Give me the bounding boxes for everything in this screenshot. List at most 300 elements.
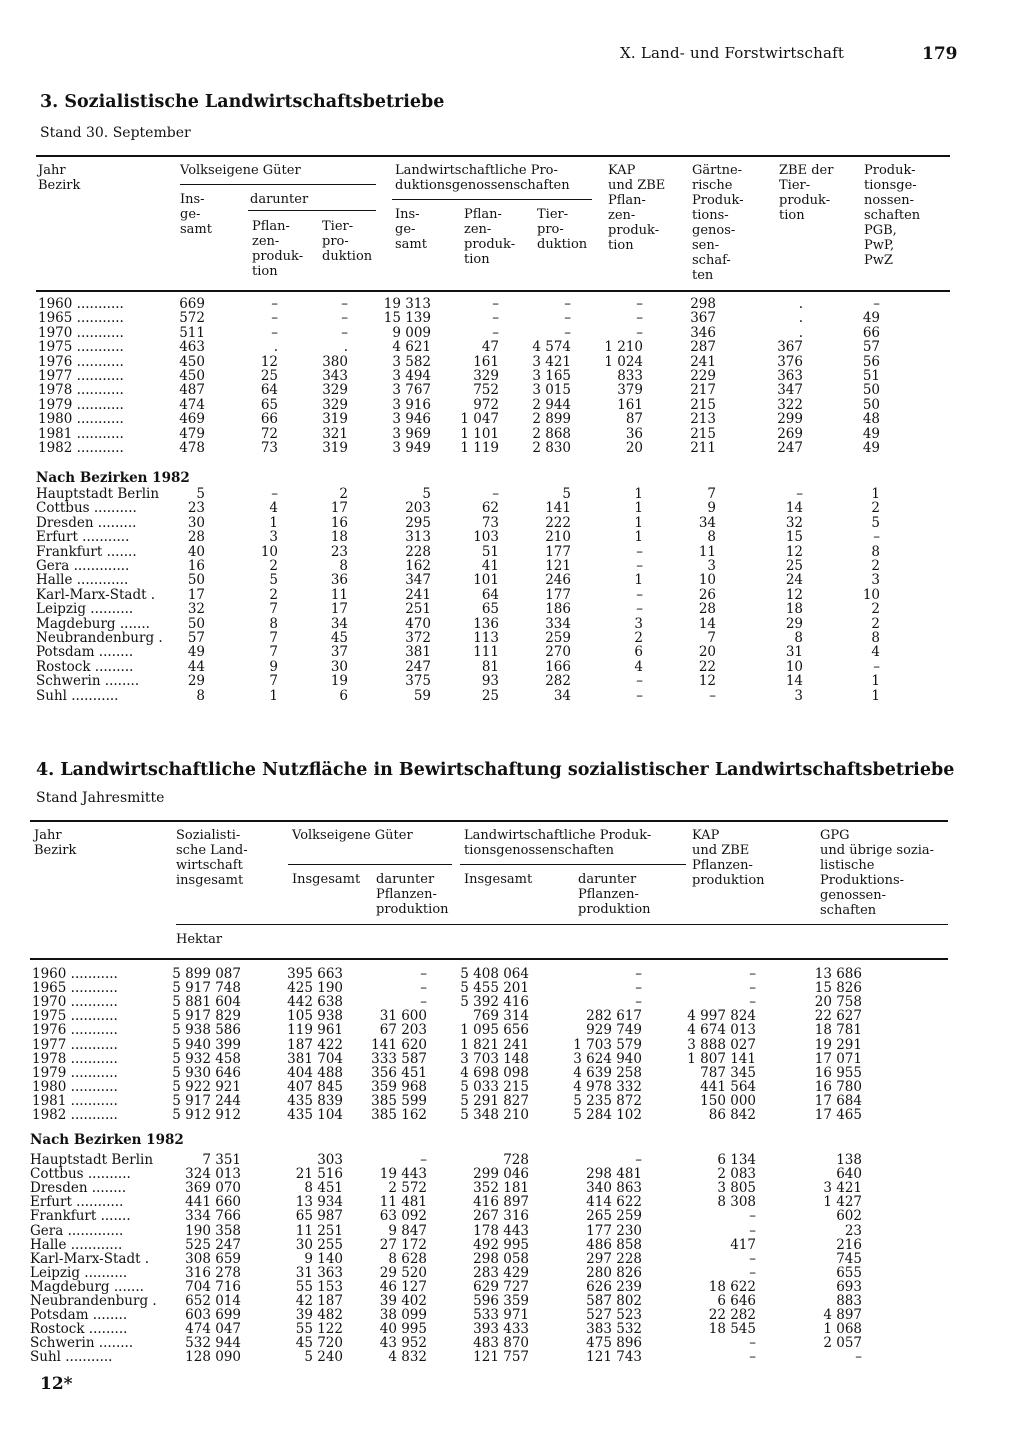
t3-year-cell: . <box>798 310 803 327</box>
t4-district-cell: 324 013 <box>185 1166 241 1183</box>
t3-district-cell: 1 <box>871 673 880 690</box>
t4-year-cell: 5 284 102 <box>573 1107 642 1123</box>
t3-district-cell: 12 <box>785 586 803 603</box>
table3-title: 3. Sozialistische Landwirtschaftsbetriebe <box>40 92 445 112</box>
t3-district-cell: 10 <box>862 586 880 603</box>
t3-district-cell: 26 <box>698 586 716 603</box>
t4-district-cell: 340 863 <box>586 1180 642 1197</box>
t4-district-cell: 4 832 <box>388 1349 427 1366</box>
t3-head-zbe: ZBE der Tier- produk- tion <box>779 163 834 223</box>
t4-district-cell: 352 181 <box>473 1180 529 1197</box>
t3-district-cell: 141 <box>545 500 571 517</box>
t4-district-cell: 303 <box>317 1152 343 1168</box>
t3-year-cell: 3 582 <box>392 353 431 370</box>
t3-district-row-label: Dresden ......... <box>36 514 137 531</box>
t4-year-cell: 395 663 <box>287 966 343 982</box>
t3-district-cell: 1 <box>269 687 278 704</box>
t4-year-cell: 5 235 872 <box>573 1092 642 1109</box>
t4-year-cell: 187 422 <box>287 1036 343 1053</box>
t3-year-cell: 269 <box>777 425 803 442</box>
t3-district-cell: 81 <box>481 658 499 675</box>
t4-year-cell: 929 749 <box>586 1022 642 1039</box>
t4-district-cell: 704 716 <box>185 1278 241 1295</box>
t3-district-cell: – <box>636 687 643 704</box>
t3-head-lpg-ins: Ins- ge- samt <box>395 207 427 252</box>
t3-year-cell: 72 <box>260 425 278 442</box>
t3-district-cell: 2 <box>269 558 278 574</box>
t3-district-cell: 375 <box>405 673 431 690</box>
t4-district-cell: 883 <box>836 1293 862 1309</box>
t4-year-cell: 5 033 215 <box>460 1078 529 1095</box>
t4-district-cell: 596 359 <box>473 1293 529 1309</box>
t3-district-cell: 25 <box>481 687 499 704</box>
t3-district-cell: 246 <box>545 572 571 589</box>
t3-district-cell: – <box>636 586 643 603</box>
t4-year-cell: 22 627 <box>814 1008 862 1025</box>
t3-district-row-label: Gera ............. <box>36 558 130 574</box>
t3-district-cell: 177 <box>545 586 571 603</box>
t3-district-cell: 8 <box>269 615 278 632</box>
t4-district-cell: 492 995 <box>473 1236 529 1253</box>
t4-district-cell: 128 090 <box>185 1349 241 1366</box>
t4-district-cell: 190 358 <box>185 1222 241 1239</box>
t4-year-cell: 404 488 <box>287 1064 343 1081</box>
t4-district-cell: 652 014 <box>185 1293 241 1309</box>
t3-district-cell: 2 <box>269 586 278 603</box>
t3-year-cell: – <box>492 310 499 327</box>
t3-district-cell: 381 <box>405 644 431 661</box>
t4-district-cell: 1 427 <box>823 1194 862 1211</box>
t3-district-cell: 210 <box>545 529 571 546</box>
t3-year-cell: 319 <box>322 440 348 456</box>
t4-district-cell: 8 628 <box>388 1250 427 1267</box>
t3-lpg-rule <box>392 199 592 200</box>
t4-district-cell: 138 <box>836 1152 862 1168</box>
t3-year-cell: 329 <box>322 396 348 413</box>
t3-year-cell: 49 <box>862 310 880 327</box>
t3-year-cell: 20 <box>625 440 643 456</box>
t4-year-row-label: 1965 ........... <box>32 980 118 997</box>
t4-year-cell: 787 345 <box>700 1064 756 1081</box>
t4-district-cell: 45 720 <box>295 1335 343 1352</box>
running-header: X. Land- und Forstwirtschaft <box>620 44 845 62</box>
t4-district-cell: 640 <box>836 1166 862 1183</box>
t3-year-cell: 66 <box>862 324 880 341</box>
t3-year-cell: 3 969 <box>392 425 431 442</box>
t3-year-cell: 669 <box>179 296 205 312</box>
t3-year-row-label: 1965 ........... <box>38 310 124 327</box>
t4-year-cell: – <box>420 994 427 1011</box>
t4-district-cell: 9 847 <box>388 1222 427 1239</box>
t3-district-cell: 103 <box>473 529 499 546</box>
t3-year-cell: 211 <box>690 440 716 456</box>
t4-district-row-label: Neubrandenburg . <box>30 1293 157 1309</box>
t3-year-cell: 161 <box>473 353 499 370</box>
t4-district-cell: – <box>749 1264 756 1281</box>
t3-year-cell: – <box>636 310 643 327</box>
t4-district-cell: 280 826 <box>586 1264 642 1281</box>
t4-year-cell: 1 807 141 <box>687 1050 756 1067</box>
t3-district-cell: 5 <box>562 486 571 502</box>
t3-year-cell: 57 <box>862 339 880 356</box>
table3-head-rule <box>36 290 950 292</box>
t3-year-cell: 12 <box>260 353 278 370</box>
t3-district-cell: 10 <box>698 572 716 589</box>
t4-district-row-label: Schwerin ........ <box>30 1335 134 1352</box>
t3-year-cell: 478 <box>179 440 205 456</box>
t4-district-row-label: Suhl ........... <box>30 1349 113 1366</box>
t4-district-cell: 334 766 <box>185 1208 241 1225</box>
t4-district-cell: – <box>749 1335 756 1352</box>
t3-district-cell: 37 <box>330 644 348 661</box>
t3-year-cell: 752 <box>473 382 499 399</box>
t4-district-cell: 216 <box>836 1236 862 1253</box>
t4-year-row-label: 1976 ........... <box>32 1022 118 1039</box>
t3-year-cell: 51 <box>862 368 880 384</box>
t4-year-cell: 119 961 <box>287 1022 343 1039</box>
t3-head-veg-ins: Ins- ge- samt <box>180 192 212 237</box>
t3-year-cell: 48 <box>862 411 880 428</box>
t3-district-cell: – <box>636 673 643 690</box>
t3-district-cell: 7 <box>269 673 278 690</box>
t3-district-cell: 5 <box>422 486 431 502</box>
t4-year-cell: 381 704 <box>287 1050 343 1067</box>
t4-lpg-rule <box>460 864 686 865</box>
t3-district-cell: 222 <box>545 514 571 531</box>
t3-year-cell: 49 <box>862 440 880 456</box>
t3-district-row-label: Schwerin ........ <box>36 673 140 690</box>
t4-unit-rule <box>176 924 948 925</box>
t3-district-cell: – <box>709 687 716 704</box>
t4-district-cell: 414 622 <box>586 1194 642 1211</box>
t3-darunter-rule <box>248 210 376 211</box>
t4-district-cell: 121 757 <box>473 1349 529 1366</box>
t4-district-cell: 525 247 <box>185 1236 241 1253</box>
t3-district-row-label: Neubrandenburg . <box>36 630 163 646</box>
t4-district-cell: – <box>420 1152 427 1168</box>
t4-year-cell: 18 781 <box>814 1022 862 1039</box>
t4-year-row-label: 1981 ........... <box>32 1092 118 1109</box>
t3-district-cell: 5 <box>269 572 278 589</box>
t4-district-cell: – <box>749 1222 756 1239</box>
t3-year-cell: 343 <box>322 368 348 384</box>
t3-year-cell: 66 <box>260 411 278 428</box>
t4-district-cell: – <box>749 1349 756 1366</box>
t3-district-cell: 40 <box>187 543 205 560</box>
t4-district-cell: 11 481 <box>379 1194 427 1211</box>
t4-year-cell: 769 314 <box>473 1008 529 1025</box>
t3-year-cell: 479 <box>179 425 205 442</box>
t4-district-cell: 31 363 <box>295 1264 343 1281</box>
t4-district-cell: 728 <box>503 1152 529 1168</box>
t4-year-cell: 67 203 <box>379 1022 427 1039</box>
t4-year-cell: 141 620 <box>371 1036 427 1053</box>
t3-year-cell: 322 <box>777 396 803 413</box>
t4-head-lpg-pfl: darunter Pflanzen- produktion <box>578 872 651 917</box>
t4-year-row-label: 1979 ........... <box>32 1064 118 1081</box>
t4-district-cell: 745 <box>836 1250 862 1267</box>
t3-district-cell: 17 <box>330 601 348 618</box>
t3-district-cell: 1 <box>871 486 880 502</box>
t4-year-cell: 5 922 921 <box>172 1078 241 1095</box>
t3-year-cell: 1 119 <box>460 440 499 456</box>
t3-district-cell: 49 <box>187 644 205 661</box>
t3-year-cell: 287 <box>690 339 716 356</box>
t3-year-cell: 3 494 <box>392 368 431 384</box>
t3-district-cell: 4 <box>269 500 278 517</box>
t3-district-cell: 15 <box>785 529 803 546</box>
t3-year-cell: 213 <box>690 411 716 428</box>
t4-district-cell: 417 <box>730 1236 756 1253</box>
t3-year-cell: 329 <box>322 382 348 399</box>
t3-year-cell: 4 621 <box>392 339 431 356</box>
t3-year-cell: 2 899 <box>532 411 571 428</box>
t3-district-cell: 7 <box>269 601 278 618</box>
t3-district-cell: 10 <box>785 658 803 675</box>
t3-district-cell: 31 <box>785 644 803 661</box>
t3-head-jahr: Jahr Bezirk <box>38 163 81 193</box>
t4-district-cell: 441 660 <box>185 1194 241 1211</box>
t3-head-darunter: darunter <box>250 192 309 207</box>
t3-year-cell: . <box>343 339 348 356</box>
t3-head-lpg-tier: Tier- pro- duktion <box>537 207 588 252</box>
t3-district-cell: 11 <box>330 586 348 603</box>
t3-district-cell: 32 <box>187 601 205 618</box>
t3-district-cell: 186 <box>545 601 571 618</box>
t3-district-cell: 6 <box>634 644 643 661</box>
t4-district-cell: 475 896 <box>586 1335 642 1352</box>
t3-district-cell: 64 <box>481 586 499 603</box>
t3-district-cell: 51 <box>481 543 499 560</box>
t3-district-cell: 2 <box>634 630 643 646</box>
t3-year-cell: 64 <box>260 382 278 399</box>
t3-year-cell: – <box>271 310 278 327</box>
t3-year-cell: 3 767 <box>392 382 431 399</box>
t4-district-cell: – <box>749 1250 756 1267</box>
table3-subtitle: Stand 30. September <box>40 125 191 141</box>
t3-year-cell: 450 <box>179 368 205 384</box>
t3-district-cell: 30 <box>187 514 205 531</box>
t3-year-cell: 49 <box>862 425 880 442</box>
t3-district-cell: 101 <box>473 572 499 589</box>
t3-year-cell: 73 <box>260 440 278 456</box>
t4-year-cell: 5 899 087 <box>172 966 241 982</box>
t3-district-cell: 1 <box>634 486 643 502</box>
t3-district-cell: 28 <box>187 529 205 546</box>
t3-year-cell: – <box>564 296 571 312</box>
t4-year-cell: 425 190 <box>287 980 343 997</box>
t3-district-cell: 16 <box>330 514 348 531</box>
t4-year-cell: – <box>635 980 642 997</box>
t3-district-cell: 59 <box>413 687 431 704</box>
t4-year-cell: – <box>635 994 642 1011</box>
t3-year-row-label: 1977 ........... <box>38 368 124 384</box>
t3-year-cell: 215 <box>690 396 716 413</box>
t3-year-cell: 347 <box>777 382 803 399</box>
t4-district-cell: 46 127 <box>379 1278 427 1295</box>
t3-district-cell: 18 <box>330 529 348 546</box>
t3-district-cell: 5 <box>196 486 205 502</box>
t4-veg-rule <box>288 864 452 865</box>
t3-year-cell: 19 313 <box>383 296 431 312</box>
t4-district-cell: 29 520 <box>379 1264 427 1281</box>
t3-district-cell: 14 <box>785 500 803 517</box>
t4-district-cell: 4 897 <box>823 1307 862 1324</box>
t4-district-cell: 6 646 <box>717 1293 756 1309</box>
t4-year-cell: 105 938 <box>287 1008 343 1025</box>
t3-year-cell: 3 916 <box>392 396 431 413</box>
t4-district-cell: 5 240 <box>304 1349 343 1366</box>
t4-year-cell: 3 703 148 <box>460 1050 529 1067</box>
t3-year-cell: 3 949 <box>392 440 431 456</box>
t3-district-cell: 57 <box>187 630 205 646</box>
table4-top-rule <box>30 820 948 822</box>
t3-district-cell: 251 <box>405 601 431 618</box>
t3-year-cell: 2 830 <box>532 440 571 456</box>
t4-head-soz: Sozialisti- sche Land- wirtschaft insgesamt <box>176 828 248 888</box>
t3-district-cell: 3 <box>707 558 716 574</box>
t3-year-cell: 367 <box>690 310 716 327</box>
t3-year-row-label: 1982 ........... <box>38 440 124 456</box>
t4-district-cell: 178 443 <box>473 1222 529 1239</box>
t3-district-cell: 3 <box>269 529 278 546</box>
t3-year-cell: 319 <box>322 411 348 428</box>
t4-year-cell: 5 291 827 <box>460 1092 529 1109</box>
t4-year-cell: 150 000 <box>700 1092 756 1109</box>
t3-district-cell: 177 <box>545 543 571 560</box>
t4-year-cell: 5 930 646 <box>172 1064 241 1081</box>
t3-district-cell: 34 <box>553 687 571 704</box>
t3-head-veg-pfl: Pflan- zen- produk- tion <box>252 219 304 279</box>
t4-year-cell: 356 451 <box>371 1064 427 1081</box>
t3-year-cell: 247 <box>777 440 803 456</box>
t3-year-cell: 47 <box>481 339 499 356</box>
t4-year-row-label: 1977 ........... <box>32 1036 118 1053</box>
t4-year-cell: – <box>749 980 756 997</box>
table4-subtitle: Stand Jahresmitte <box>36 790 165 806</box>
t3-district-cell: 162 <box>405 558 431 574</box>
t4-year-cell: 359 968 <box>371 1078 427 1095</box>
t4-district-cell: 308 659 <box>185 1250 241 1267</box>
t4-year-cell: – <box>420 980 427 997</box>
t3-district-row-label: Leipzig .......... <box>36 601 134 618</box>
t3-district-cell: – <box>873 658 880 675</box>
t3-district-cell: 4 <box>634 658 643 675</box>
t4-year-cell: – <box>749 994 756 1011</box>
t4-district-row-label: Potsdam ........ <box>30 1307 128 1324</box>
t4-district-cell: 474 047 <box>185 1321 241 1338</box>
t3-year-row-label: 1981 ........... <box>38 425 124 442</box>
t3-year-cell: 487 <box>179 382 205 399</box>
t4-district-cell: 655 <box>836 1264 862 1281</box>
t4-district-row-label: Halle ............ <box>30 1236 123 1253</box>
t4-district-cell: 40 995 <box>379 1321 427 1338</box>
t4-year-cell: – <box>420 966 427 982</box>
t4-year-cell: 3 888 027 <box>687 1036 756 1053</box>
t4-year-cell: 5 348 210 <box>460 1107 529 1123</box>
t4-district-cell: 121 743 <box>586 1349 642 1366</box>
t3-district-cell: 4 <box>871 644 880 661</box>
t4-district-cell: 63 092 <box>379 1208 427 1225</box>
t3-year-cell: 511 <box>179 324 205 341</box>
t4-district-cell: 55 122 <box>295 1321 343 1338</box>
t3-year-cell: 298 <box>690 296 716 312</box>
t4-district-cell: 19 443 <box>379 1166 427 1183</box>
t3-year-row-label: 1970 ........... <box>38 324 124 341</box>
t3-district-row-label: Cottbus .......... <box>36 500 137 517</box>
t4-district-cell: 43 952 <box>379 1335 427 1352</box>
t4-year-row-label: 1982 ........... <box>32 1107 118 1123</box>
t3-district-cell: 22 <box>698 658 716 675</box>
t4-year-cell: 19 291 <box>814 1036 862 1053</box>
t3-district-cell: 19 <box>330 673 348 690</box>
t4-district-cell: 283 429 <box>473 1264 529 1281</box>
t3-year-cell: 161 <box>617 396 643 413</box>
t3-district-cell: 1 <box>871 687 880 704</box>
t3-year-cell: 50 <box>862 382 880 399</box>
t3-district-cell: 12 <box>785 543 803 560</box>
t4-district-cell: 298 058 <box>473 1250 529 1267</box>
t4-district-cell: – <box>855 1349 862 1366</box>
t4-district-cell: 11 251 <box>295 1222 343 1239</box>
t3-year-cell: 463 <box>179 339 205 356</box>
t3-district-cell: 8 <box>707 529 716 546</box>
t3-district-cell: 7 <box>269 630 278 646</box>
t4-head-jahr: Jahr Bezirk <box>34 828 77 858</box>
t3-year-cell: 367 <box>777 339 803 356</box>
t4-year-cell: 5 912 912 <box>172 1107 241 1123</box>
t3-district-row-label: Karl-Marx-Stadt . <box>36 586 156 603</box>
t4-year-cell: 441 564 <box>700 1078 756 1095</box>
t3-district-cell: 93 <box>481 673 499 690</box>
t4-district-cell: 3 805 <box>717 1180 756 1197</box>
t3-district-cell: 17 <box>187 586 205 603</box>
t4-year-cell: 4 978 332 <box>573 1078 642 1095</box>
t4-year-cell: 333 587 <box>371 1050 427 1067</box>
t4-year-cell: 17 071 <box>814 1050 862 1067</box>
table3-top-rule <box>36 155 950 157</box>
t3-year-cell: 1 210 <box>604 339 643 356</box>
t4-district-cell: 298 481 <box>586 1166 642 1183</box>
t4-head-veg: Volkseigene Güter <box>292 828 413 843</box>
t3-head-lpg: Landwirtschaftliche Pro- duktionsgenossenschaften <box>395 163 570 193</box>
t3-district-cell: 1 <box>634 572 643 589</box>
t3-year-row-label: 1980 ........... <box>38 411 124 428</box>
t3-year-cell: 346 <box>690 324 716 341</box>
t3-district-row-label: Potsdam ........ <box>36 644 134 661</box>
t4-head-veg-ins: Insgesamt <box>292 872 361 887</box>
t3-district-cell: 9 <box>707 500 716 517</box>
t4-head-gpg: GPG und übrige sozia- listische Produktions- genossen- schaften <box>820 828 935 918</box>
t3-district-cell: 30 <box>330 658 348 675</box>
t3-district-cell: 2 <box>871 500 880 517</box>
t3-year-cell: 1 024 <box>604 353 643 370</box>
t4-year-cell: 1 821 241 <box>460 1036 529 1053</box>
t3-district-cell: 241 <box>405 586 431 603</box>
t4-district-cell: 23 <box>844 1222 862 1239</box>
t3-district-row-label: Rostock ......... <box>36 658 134 675</box>
t3-district-cell: – <box>636 558 643 574</box>
t3-district-cell: 7 <box>707 486 716 502</box>
t3-district-row-label: Halle ............ <box>36 572 129 589</box>
t4-district-cell: 603 699 <box>185 1307 241 1324</box>
t3-year-cell: 321 <box>322 425 348 442</box>
t3-district-cell: 6 <box>339 687 348 704</box>
t3-year-cell: 3 421 <box>532 353 571 370</box>
t4-district-cell: 587 802 <box>586 1293 642 1309</box>
t3-year-cell: – <box>341 296 348 312</box>
t4-district-cell: 299 046 <box>473 1166 529 1183</box>
